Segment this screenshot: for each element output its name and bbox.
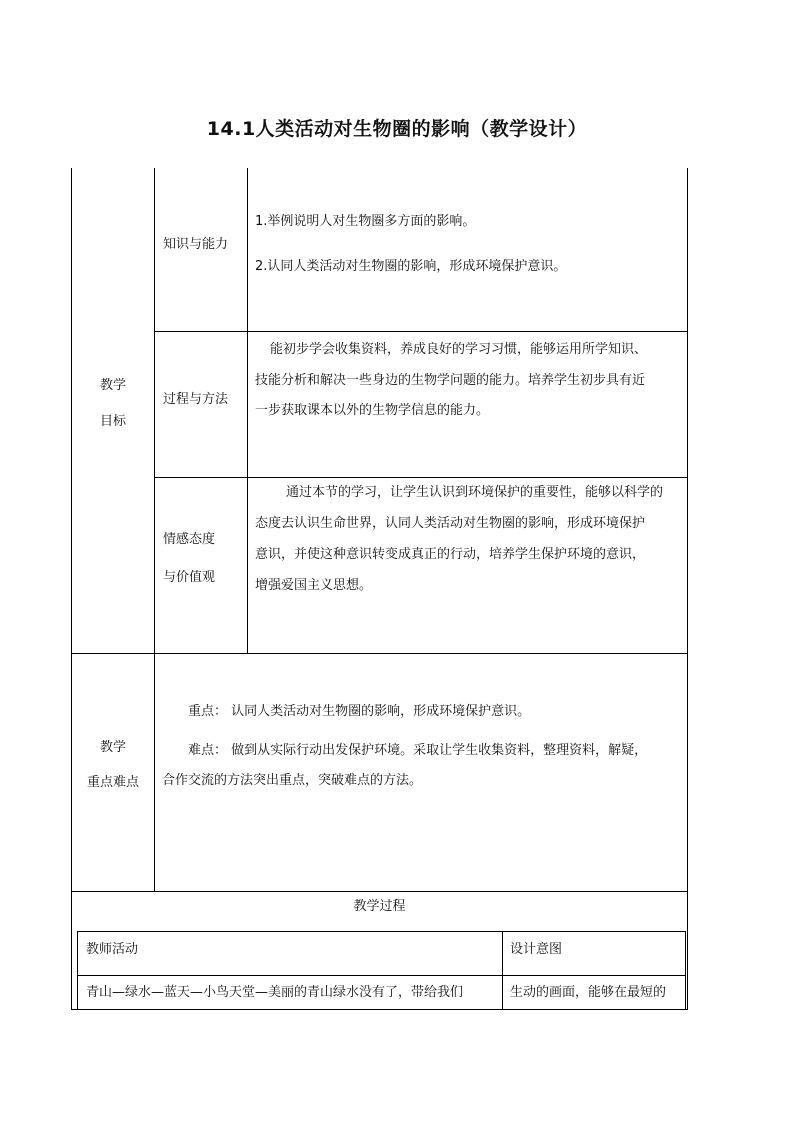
keypoints-line-2: 难点： 做到从实际行动出发保护环境。采取让学生收集资料，整理资料，解疑，	[188, 743, 648, 758]
divider-keypoints-process	[71, 891, 688, 892]
subtable-top	[77, 931, 686, 932]
divider-knowledge-process	[154, 331, 688, 332]
page-title: 14.1人类活动对生物圈的影响（教学设计）	[206, 118, 588, 140]
border-left	[71, 168, 72, 1010]
objectives-label-line2: 目标	[99, 414, 126, 429]
keypoints-label-line1: 教学	[99, 740, 126, 755]
border-right	[687, 168, 688, 1010]
divider-objectives-keypoints	[71, 653, 688, 654]
emotion-line-3: 意识，并使这种意识转变成真正的行动，培养学生保护环境的意识，	[255, 547, 646, 562]
keypoints-line-1: 重点： 认同人类活动对生物圈的影响，形成环境保护意识。	[188, 704, 531, 719]
subtable-col-divider	[502, 931, 503, 1010]
objectives-label-line1: 教学	[99, 378, 126, 393]
col-teacher-activity: 教师活动	[86, 942, 139, 957]
subtable-right	[685, 931, 686, 1010]
subtable-row-divider	[77, 975, 686, 976]
knowledge-label: 知识与能力	[163, 237, 229, 252]
subtable-left	[77, 931, 78, 1010]
knowledge-line-2: 2.认同人类活动对生物圈的影响，形成环境保护意识。	[255, 259, 567, 274]
divider-process-emotion	[154, 477, 688, 478]
process-line-3: 一步获取课本以外的生物学信息的能力。	[255, 403, 490, 418]
emotion-label-line1: 情感态度	[163, 532, 216, 547]
process-section-header: 教学过程	[353, 899, 406, 914]
row1-design-text: 生动的画面，能够在最短的	[510, 985, 667, 1000]
process-label: 过程与方法	[163, 392, 229, 407]
col-design-intent: 设计意图	[510, 942, 563, 957]
keypoints-line-3: 合作交流的方法突出重点，突破难点的方法。	[162, 773, 423, 788]
emotion-line-4: 增强爱国主义思想。	[255, 578, 373, 593]
keypoints-label-line2: 重点难点	[86, 775, 139, 790]
emotion-label-line2: 与价值观	[163, 570, 216, 585]
border-label-col	[154, 168, 155, 891]
row1-teacher-text: 青山—绿水—蓝天—小鸟天堂—美丽的青山绿水没有了，带给我们	[86, 985, 464, 1000]
emotion-line-1: 通过本节的学习，让学生认识到环境保护的重要性，能够以科学的	[286, 485, 664, 500]
knowledge-line-1: 1.举例说明人对生物圈多方面的影响。	[255, 214, 476, 229]
process-line-1: 能初步学会收集资料，养成良好的学习习惯，能够运用所学知识、	[270, 342, 648, 357]
emotion-line-2: 态度去认识生命世界，认同人类活动对生物圈的影响，形成环境保护	[255, 516, 646, 531]
process-line-2: 技能分析和解决一些身边的生物学问题的能力。培养学生初步具有近	[255, 373, 646, 388]
table-bottom	[71, 1009, 688, 1010]
border-sublabel-col	[247, 168, 248, 653]
